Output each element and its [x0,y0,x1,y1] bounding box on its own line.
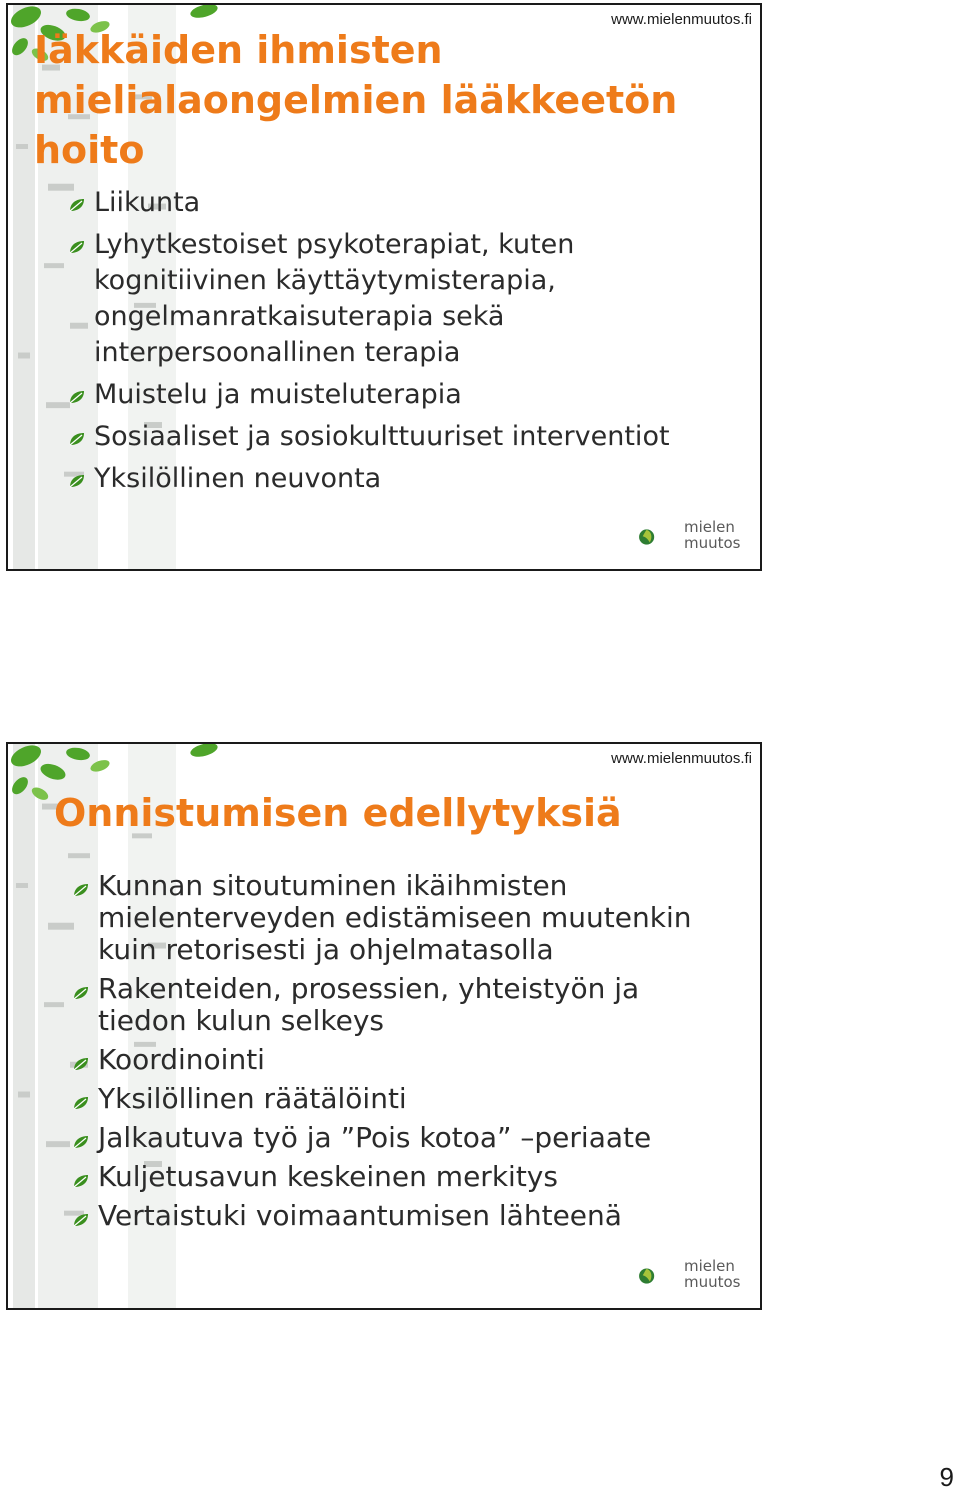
list-item [66,419,706,455]
slide-title: Iäkkäiden ihmisten mielialaongelmien lääkkeetön hoito [34,28,678,172]
list-item-text: Jalkautuva työ ja ”Pois kotoa” –periaate [98,1121,652,1154]
leaf-bullet-icon [68,473,86,489]
logo-text-line: mielen [684,1257,735,1275]
slide-1 [6,3,762,571]
list-item [70,1200,730,1232]
list-item-text: Liikunta [94,187,201,218]
slide-title: Onnistumisen edellytyksiä [54,791,622,835]
list-item [70,870,730,966]
list-item-text: Lyhytkestoiset psykoterapiat, kuten kognitiivinen käyttäytymisterapia, ongelmanratkaisuterapia sekä interpersoonallinen terapia [94,229,575,368]
leaf-bullet-icon [72,985,90,1001]
logo-mark-icon [638,513,682,561]
logo-mark-icon [638,1252,682,1300]
leaf-bullet-icon [72,1056,90,1072]
list-item-text: Yksilöllinen neuvonta [94,463,382,494]
logo-text-line: muutos [684,534,741,552]
list-item [70,1122,730,1154]
leaf-bullet-icon [68,431,86,447]
leaf-bullet-icon [72,1134,90,1150]
mielenmuutos-logo [638,513,750,561]
list-item-text: Kunnan sitoutuminen ikäihmisten mielenterveyden edistämiseen muutenkin kuin retorisesti ja ohjelmatasolla [98,869,692,966]
list-item-text: Vertaistuki voimaantumisen lähteenä [98,1199,622,1232]
leaf-bullet-icon [68,197,86,213]
page-number: 9 [939,1462,954,1492]
list-item-text: Yksilöllinen räätälöinti [98,1082,407,1115]
logo-text-line: muutos [684,1273,741,1291]
leaf-bullet-icon [72,1212,90,1228]
list-item-text: Rakenteiden, prosessien, yhteistyön ja tiedon kulun selkeys [98,972,640,1037]
logo-text-line: mielen [684,518,735,536]
list-item [70,973,730,1037]
list-item [66,377,706,413]
list-item-text: Sosiaaliset ja sosiokulttuuriset interventiot [94,421,670,452]
list-item-text: Koordinointi [98,1043,265,1076]
list-item [70,1044,730,1076]
list-item [70,1083,730,1115]
website-url: www.mielenmuutos.fi [611,11,752,28]
list-item-text: Muistelu ja muisteluterapia [94,379,462,410]
leaf-bullet-icon [72,1173,90,1189]
list-item [66,185,706,221]
bullet-list [70,870,730,1239]
slide-2 [6,742,762,1310]
list-item-text: Kuljetusavun keskeinen merkitys [98,1160,558,1193]
leaf-bullet-icon [68,389,86,405]
bullet-list [66,185,706,503]
list-item [70,1161,730,1193]
mielenmuutos-logo [638,1252,750,1300]
leaf-bullet-icon [72,1095,90,1111]
leaf-bullet-icon [72,882,90,898]
list-item [66,227,706,371]
leaf-bullet-icon [68,239,86,255]
list-item [66,461,706,497]
website-url: www.mielenmuutos.fi [611,750,752,767]
